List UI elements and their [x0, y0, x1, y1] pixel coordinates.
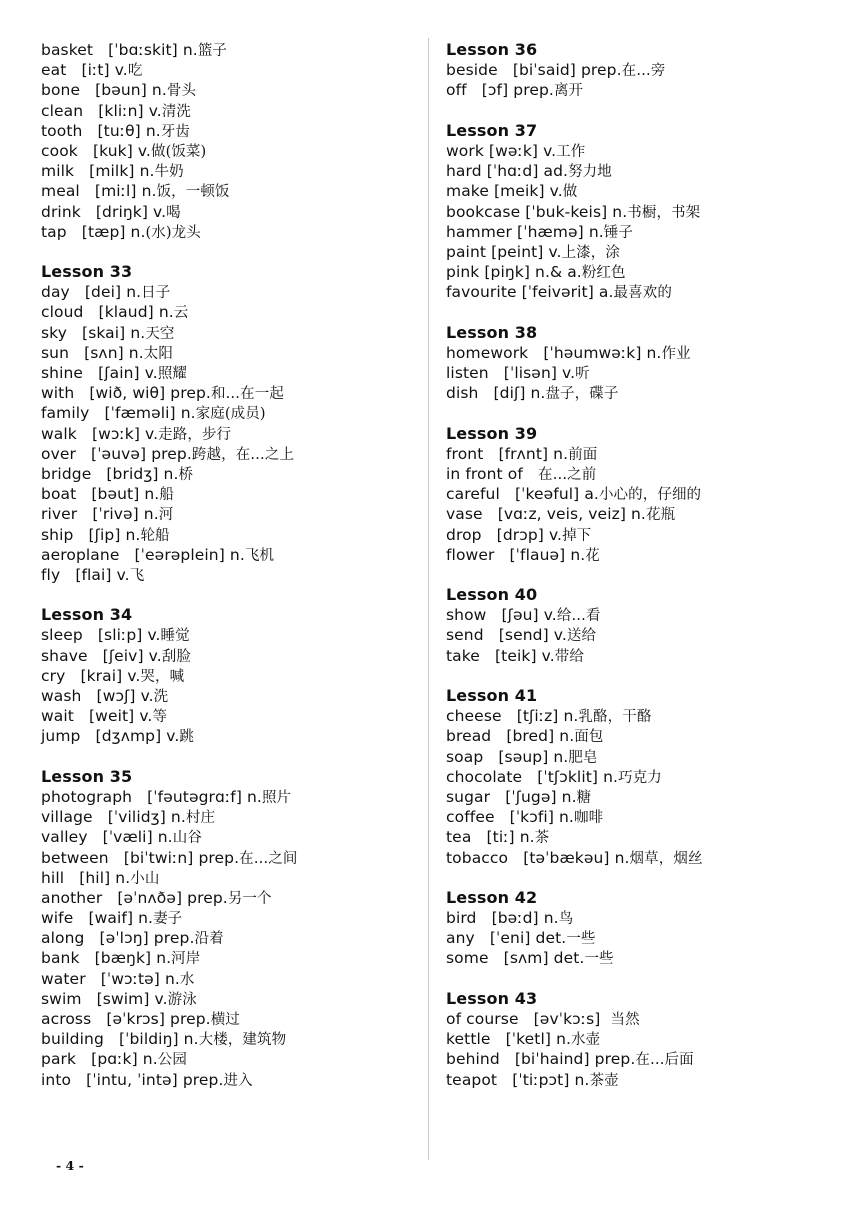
word-chinese: 花	[585, 547, 600, 564]
word-english: tap [tæp] n.	[41, 222, 146, 241]
vocab-entry	[41, 40, 421, 60]
vocab-entry	[41, 848, 421, 868]
lesson-heading: Lesson 34	[41, 605, 133, 625]
word-chinese: 云	[173, 305, 189, 322]
vocab-entry	[446, 484, 846, 504]
vocab-entry	[446, 282, 846, 302]
word-english: flower [ˈflauə] n.	[446, 545, 586, 564]
word-chinese: 水壶	[571, 1032, 601, 1049]
word-chinese: 骨头	[166, 83, 197, 100]
word-english: of course [əvˈkɔːs]	[446, 1010, 611, 1028]
lesson-heading: Lesson 35	[41, 766, 133, 786]
lesson-heading: Lesson 37	[446, 120, 538, 140]
word-chinese: 清洗	[161, 103, 192, 120]
word-english: building [ˈbildiŋ] n.	[41, 1030, 199, 1049]
word-english: bird [bəːd] n.	[446, 909, 559, 928]
word-english: in front of	[446, 464, 538, 483]
vocab-entry	[41, 726, 421, 746]
word-chinese: 鸟	[558, 911, 574, 928]
word-english: shine [ʃain] v.	[41, 364, 158, 382]
word-chinese: 吃	[127, 63, 143, 80]
word-chinese: 在…之前	[537, 466, 597, 483]
word-chinese: 听	[575, 366, 590, 382]
vocab-entry	[446, 525, 846, 545]
vocab-entry	[446, 343, 846, 363]
vocab-entry	[41, 323, 421, 343]
word-chinese: 走路，步行	[158, 426, 232, 443]
vocab-entry	[446, 787, 846, 807]
lesson-heading: Lesson 40	[446, 585, 538, 605]
vocab-entry	[41, 807, 421, 827]
right-column	[446, 40, 846, 1090]
lesson-heading: Lesson 42	[446, 887, 538, 907]
vocab-entry	[446, 1049, 846, 1069]
word-chinese: 盘子，碟子	[545, 386, 619, 403]
word-chinese: 做	[562, 184, 578, 201]
word-chinese: 花瓶	[645, 507, 676, 524]
vocab-entry	[446, 848, 846, 868]
vocab-entry	[41, 60, 421, 80]
word-chinese: 锤子	[603, 224, 633, 241]
word-english: over [ˈəuvə] prep.	[41, 444, 192, 463]
vocab-entry	[446, 726, 846, 746]
word-chinese: 乳酪，干酪	[578, 709, 652, 726]
word-chinese: 家庭(成员)	[195, 406, 266, 423]
vocab-entry	[41, 141, 421, 161]
word-english: along [əˈlɔŋ] prep.	[41, 929, 195, 948]
word-chinese: 努力地	[568, 164, 612, 181]
vocab-entry	[41, 888, 421, 908]
word-english: sugar [ˈʃugə] n.	[446, 787, 577, 806]
vocab-entry	[41, 363, 421, 383]
word-english: any [ˈeni] det.	[446, 929, 567, 948]
vocab-entry	[41, 1009, 421, 1029]
lesson-heading: Lesson 36	[446, 40, 538, 59]
word-chinese: 哭，喊	[140, 668, 185, 685]
vocab-entry	[41, 484, 421, 504]
vocab-entry	[446, 60, 846, 80]
word-english: bookcase [ˈbuk-keis] n.	[446, 202, 628, 221]
word-english: family [ˈfæməli] n.	[41, 404, 196, 423]
vocab-entry	[41, 383, 421, 403]
word-english: bread [bred] n.	[446, 727, 575, 746]
vocab-entry	[41, 545, 421, 565]
word-chinese: 离开	[553, 83, 584, 100]
word-english: aeroplane [ˈeərəplein] n.	[41, 545, 245, 564]
section-gap	[41, 585, 421, 605]
word-chinese: 轮船	[140, 527, 170, 544]
word-chinese: (水)龙头	[145, 224, 201, 241]
word-english: cloud [klaud] n.	[41, 303, 174, 322]
vocab-entry	[41, 202, 421, 222]
word-chinese: 前面	[568, 446, 598, 463]
vocab-entry	[446, 807, 846, 827]
vocab-entry	[41, 282, 421, 302]
vocab-entry	[41, 424, 421, 444]
vocab-entry	[446, 80, 846, 100]
word-english: eat [iːt] v.	[41, 61, 128, 80]
word-chinese: 工作	[556, 143, 586, 160]
word-chinese: 小心的，仔细的	[598, 487, 702, 504]
word-english: milk [milk] n.	[41, 162, 155, 181]
word-english: hill [hil] n.	[41, 868, 131, 887]
word-chinese: 小山	[130, 870, 160, 887]
word-english: beside [biˈsaid] prep.	[446, 61, 622, 80]
section-gap	[446, 868, 846, 888]
lesson-heading: Lesson 38	[446, 322, 538, 342]
word-chinese: 喝	[166, 204, 181, 221]
word-chinese: 另一个	[227, 890, 272, 907]
word-chinese: 在…后面	[635, 1052, 694, 1069]
vocab-entry	[446, 444, 846, 464]
word-chinese: 烟草，烟丝	[629, 850, 703, 867]
word-english: meal [miːl] n.	[41, 182, 157, 201]
word-chinese: 日子	[141, 285, 171, 302]
word-chinese: 横过	[210, 1012, 240, 1028]
vocab-entry	[446, 1009, 846, 1029]
vocab-entry	[446, 181, 846, 201]
word-english: swim [swim] v.	[41, 989, 168, 1008]
word-english: clean [kliːn] v.	[41, 101, 162, 120]
word-chinese: 牛奶	[154, 164, 184, 181]
vocab-entry	[41, 464, 421, 484]
word-chinese: 刮脸	[161, 648, 191, 665]
word-chinese: 糖	[576, 789, 592, 806]
word-english: fly [flai] v.	[41, 565, 130, 584]
word-chinese: 巧克力	[618, 769, 662, 786]
word-english: paint [peint] v.	[446, 242, 562, 261]
vocab-entry	[41, 989, 421, 1009]
word-english: cook [kuk] v.	[41, 141, 151, 160]
column-divider	[428, 38, 429, 1160]
word-english: into [ˈintu, ˈintə] prep.	[41, 1070, 224, 1089]
word-chinese: 游泳	[167, 991, 197, 1008]
word-chinese: 水	[179, 971, 195, 988]
word-english: hard [ˈhɑːd] ad.	[446, 162, 569, 181]
word-chinese: 和…在一起	[210, 386, 284, 403]
vocab-entry	[446, 1029, 846, 1049]
word-chinese: 书橱，书架	[627, 204, 701, 221]
word-chinese: 篮子	[197, 43, 228, 59]
word-english: chocolate [ˈtʃɔklit] n.	[446, 767, 619, 786]
vocab-entry	[41, 969, 421, 989]
left-column	[41, 40, 421, 1090]
word-chinese: 带给	[554, 648, 584, 665]
vocab-entry	[41, 686, 421, 706]
vocab-entry	[41, 787, 421, 807]
word-chinese: 沿着	[194, 931, 224, 948]
vocab-entry	[41, 666, 421, 686]
word-chinese: 粉红色	[581, 265, 626, 282]
word-english: tobacco [təˈbækəu] n.	[446, 848, 630, 867]
word-chinese: 村庄	[185, 810, 216, 827]
vocab-entry	[446, 605, 846, 625]
word-english: cheese [tʃiːz] n.	[446, 707, 579, 726]
word-chinese: 洗	[153, 689, 169, 705]
vocab-entry	[446, 948, 846, 968]
word-chinese: 当然	[610, 1012, 640, 1028]
word-english: listen [ˈlisən] v.	[446, 364, 576, 382]
vocab-entry	[41, 343, 421, 363]
vocab-entry	[446, 827, 846, 847]
vocab-entry	[41, 928, 421, 948]
word-chinese: 最喜欢的	[613, 285, 672, 302]
lesson-heading: Lesson 43	[446, 988, 538, 1008]
word-chinese: 妻子	[153, 911, 183, 928]
word-english: send [send] v.	[446, 626, 567, 645]
word-chinese: 照耀	[157, 366, 188, 382]
vocab-entry	[41, 625, 421, 645]
vocab-entry	[446, 383, 846, 403]
vocab-entry	[41, 80, 421, 100]
word-english: jump [dʒʌmp] v.	[41, 727, 180, 746]
word-english: vase [vɑːz, veis, veiz] n.	[446, 505, 646, 524]
word-chinese: 做(饭菜)	[150, 143, 207, 160]
word-english: basket [ˈbɑːskit] n.	[41, 41, 198, 59]
word-chinese: 掉下	[562, 527, 592, 544]
word-chinese: 肥皂	[568, 749, 598, 766]
vocab-entry	[41, 181, 421, 201]
word-chinese: 面包	[574, 729, 604, 746]
word-chinese: 咖啡	[573, 810, 604, 827]
vocab-entry	[446, 202, 846, 222]
vocab-entry	[41, 101, 421, 121]
word-english: off [ɔf] prep.	[446, 81, 554, 100]
vocab-entry	[446, 1070, 846, 1090]
vocab-entry	[41, 222, 421, 242]
word-chinese: 飞机	[244, 547, 275, 564]
vocab-entry	[446, 242, 846, 262]
word-english: bone [bəun] n.	[41, 81, 167, 100]
word-english: tea [tiː] n.	[446, 828, 535, 847]
vocab-entry	[41, 1070, 421, 1090]
word-english: pink [piŋk] n.& a.	[446, 263, 582, 282]
word-chinese: 天空	[145, 325, 175, 342]
vocab-entry	[446, 161, 846, 181]
vocab-entry	[41, 908, 421, 928]
word-english: take [teik] v.	[446, 646, 555, 665]
word-english: drink [driŋk] v.	[41, 202, 167, 221]
vocab-entry	[446, 625, 846, 645]
word-chinese: 等	[152, 709, 168, 726]
word-chinese: 一些	[584, 951, 614, 968]
word-chinese: 在…旁	[621, 63, 666, 80]
word-chinese: 作业	[661, 345, 691, 362]
word-chinese: 桥	[178, 466, 194, 483]
word-english: sky [skai] n.	[41, 323, 146, 342]
word-english: day [dei] n.	[41, 283, 142, 302]
section-gap	[446, 302, 846, 322]
word-chinese: 茶	[534, 830, 550, 847]
word-english: wash [wɔʃ] v.	[41, 687, 154, 705]
word-english: bank [bæŋk] n.	[41, 949, 172, 968]
section-gap	[446, 101, 846, 121]
word-chinese: 上漆，涂	[561, 244, 620, 261]
lesson-heading: Lesson 39	[446, 423, 538, 443]
word-english: dish [diʃ] n.	[446, 384, 546, 403]
vocab-entry	[41, 504, 421, 524]
word-chinese: 飞	[129, 567, 145, 584]
word-english: walk [wɔːk] v.	[41, 424, 159, 443]
word-english: with [wið, wiθ] prep.	[41, 384, 211, 403]
word-chinese: 河岸	[171, 951, 201, 968]
word-english: river [ˈrivə] n.	[41, 505, 159, 524]
vocab-entry	[41, 302, 421, 322]
vocab-entry	[41, 444, 421, 464]
word-english: ship [ʃip] n.	[41, 525, 141, 544]
vocab-entry	[41, 827, 421, 847]
word-english: coffee [ˈkɔfi] n.	[446, 808, 574, 827]
vocab-entry	[41, 565, 421, 585]
vocab-entry	[41, 121, 421, 141]
vocab-entry	[41, 161, 421, 181]
section-gap	[446, 666, 846, 686]
word-chinese: 山谷	[172, 830, 202, 847]
word-chinese: 跳	[179, 729, 194, 746]
vocab-entry	[41, 1049, 421, 1069]
word-english: shave [ʃeiv] v.	[41, 646, 162, 665]
word-english: valley [ˈvæli] n.	[41, 828, 173, 847]
section-gap	[446, 969, 846, 989]
word-english: homework [ˈhəumwəːk] n.	[446, 343, 662, 362]
section-gap	[446, 565, 846, 585]
vocab-entry	[446, 262, 846, 282]
word-english: behind [biˈhaind] prep.	[446, 1050, 636, 1069]
word-english: careful [ˈkeəful] a.	[446, 485, 599, 504]
word-chinese: 河	[158, 507, 174, 524]
word-english: teapot [ˈtiːpɔt] n.	[446, 1070, 590, 1089]
word-english: favourite [ˈfeivərit] a.	[446, 283, 614, 302]
vocab-entry	[41, 403, 421, 423]
word-english: another [əˈnʌðə] prep.	[41, 888, 228, 907]
word-chinese: 茶壶	[589, 1072, 619, 1089]
vocab-entry	[446, 767, 846, 787]
vocab-entry	[446, 646, 846, 666]
vocab-entry	[41, 1029, 421, 1049]
word-chinese: 公园	[157, 1052, 187, 1069]
word-english: sleep [sliːp] v.	[41, 626, 161, 645]
word-english: sun [sʌn] n.	[41, 343, 144, 362]
word-chinese: 照片	[261, 789, 292, 806]
word-english: soap [səup] n.	[446, 747, 569, 766]
word-english: wife [waif] n.	[41, 909, 154, 928]
word-chinese: 大楼，建筑物	[198, 1032, 287, 1049]
word-english: make [meik] v.	[446, 182, 563, 201]
page-number: - 4 -	[56, 1158, 84, 1173]
word-english: cry [krai] v.	[41, 666, 141, 685]
word-english: work [wəːk] v.	[446, 141, 557, 160]
lesson-heading: Lesson 41	[446, 686, 538, 705]
word-chinese: 送给	[566, 628, 597, 645]
section-gap	[446, 403, 846, 423]
vocab-entry	[41, 525, 421, 545]
word-english: between [biˈtwiːn] prep.	[41, 848, 240, 867]
vocab-entry	[446, 464, 846, 484]
word-chinese: 船	[159, 487, 174, 504]
word-chinese: 跨越，在…之上	[191, 446, 295, 463]
vocab-entry	[41, 646, 421, 666]
section-gap	[41, 242, 421, 262]
word-english: across [əˈkrɔs] prep.	[41, 1010, 211, 1028]
vocab-entry	[446, 141, 846, 161]
vocab-entry	[446, 747, 846, 767]
word-english: show [ʃəu] v.	[446, 606, 557, 625]
vocab-entry	[446, 363, 846, 383]
word-chinese: 给…看	[556, 608, 601, 625]
word-chinese: 饭，一顿饭	[156, 184, 230, 201]
vocab-entry	[41, 868, 421, 888]
word-english: tooth [tuːθ] n.	[41, 121, 161, 140]
word-chinese: 进入	[223, 1072, 253, 1089]
word-english: boat [bəut] n.	[41, 485, 160, 504]
word-english: drop [drɔp] v.	[446, 525, 563, 544]
lesson-heading: Lesson 33	[41, 262, 133, 282]
word-english: hammer [ˈhæmə] n.	[446, 222, 604, 241]
vocab-entry	[446, 706, 846, 726]
vocab-entry	[446, 545, 846, 565]
word-english: kettle [ˈketl] n.	[446, 1030, 572, 1049]
section-gap	[41, 747, 421, 767]
vocab-entry	[446, 504, 846, 524]
word-english: park [pɑːk] n.	[41, 1050, 158, 1069]
word-chinese: 在…之间	[239, 850, 298, 867]
word-english: wait [weit] v.	[41, 707, 153, 726]
vocab-entry	[41, 706, 421, 726]
word-english: photograph [ˈfəutəgrɑːf] n.	[41, 787, 262, 806]
vocab-entry	[446, 908, 846, 928]
word-english: water [ˈwɔːtə] n.	[41, 969, 180, 988]
word-english: front [frʌnt] n.	[446, 444, 569, 463]
word-english: some [sʌm] det.	[446, 949, 585, 968]
word-chinese: 一些	[566, 931, 596, 948]
word-english: bridge [bridʒ] n.	[41, 464, 179, 483]
vocab-entry	[446, 928, 846, 948]
word-chinese: 睡觉	[160, 628, 190, 645]
word-chinese: 太阳	[143, 345, 173, 362]
vocab-entry	[41, 948, 421, 968]
vocab-entry	[446, 222, 846, 242]
word-english: village [ˈvilidʒ] n.	[41, 808, 186, 827]
word-chinese: 牙齿	[160, 123, 191, 140]
